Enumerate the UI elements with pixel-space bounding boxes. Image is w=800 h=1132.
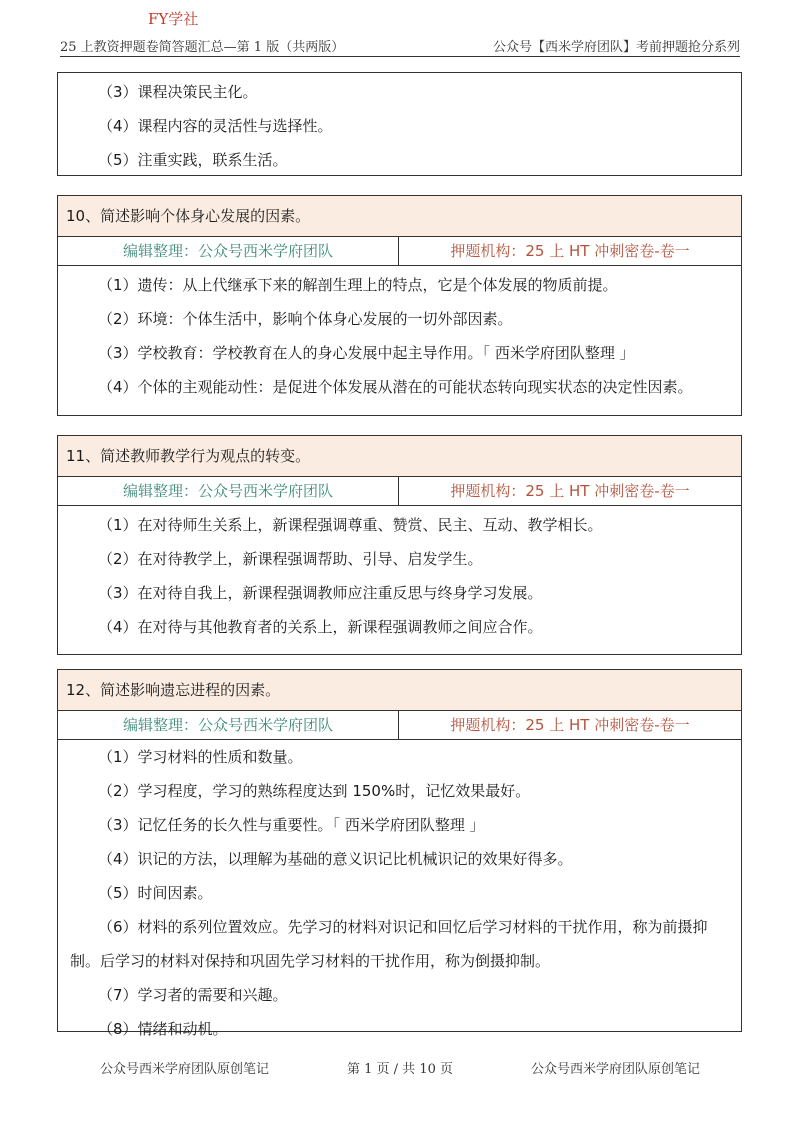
answer-item: （4）个体的主观能动性：是促进个体发展从潜在的可能状态转向现实状态的决定性因素。 [98,378,693,396]
question-10-box [57,195,742,416]
footer-right: 公众号西米学府团队原创笔记 [530,1062,700,1077]
footer-left: 公众号西米学府团队原创笔记 [100,1062,270,1077]
watermark: FY学社 [148,10,199,28]
answer-item: （2）环境：个体生活中，影响个体身心发展的一切外部因素。 [98,310,513,328]
answer-item: （8）情绪和动机。 [98,1020,228,1038]
continuation-box [57,72,742,176]
header-left-title: 25 上教资押题卷简答题汇总—第 1 版（共两版） [60,40,345,55]
page-number: 第 1 页 / 共 10 页 [347,1062,453,1077]
answer-item: （2）学习程度，学习的熟练程度达到 150%时，记忆效果最好。 [98,782,531,800]
list-item: （5）注重实践，联系生活。 [98,151,288,169]
answer-item: （7）学习者的需要和兴趣。 [98,986,288,1004]
question-title: 12、简述影响遗忘进程的因素。 [58,670,741,711]
agency-label: 押题机构：25 上 HT 冲刺密卷-卷一 [450,716,690,734]
agency-label: 押题机构：25 上 HT 冲刺密卷-卷一 [450,242,690,260]
question-title: 10、简述影响个体身心发展的因素。 [58,196,741,237]
question-meta [58,711,741,740]
answer-item: （1）学习材料的性质和数量。 [98,748,303,766]
answer-item: （5）时间因素。 [98,884,213,902]
question-title: 11、简述教师教学行为观点的转变。 [58,436,741,477]
question-meta [58,237,741,266]
list-item: （3）课程决策民主化。 [98,83,258,101]
list-item: （4）课程内容的灵活性与选择性。 [98,117,333,135]
page-footer [0,1058,800,1078]
header-right-title: 公众号【西米学府团队】考前押题抢分系列 [492,40,740,55]
page-header [60,34,740,57]
question-12-box [57,669,742,1038]
answer-item: （1）遗传：从上代继承下来的解剖生理上的特点，它是个体发展的物质前提。 [98,276,618,294]
answer-item: （3）学校教育：学校教育在人的身心发展中起主导作用。「 西米学府团队整理 」 [98,344,635,362]
editor-label: 编辑整理：公众号西米学府团队 [58,477,399,505]
answer-item: （6）材料的系列位置效应。先学习的材料对识记和回忆后学习材料的干扰作用，称为前摄抑制。后学习的材料对保持和巩固先学习材料的干扰作用，称为倒摄抑制。 [70,918,708,970]
question-11-box [57,435,742,655]
editor-label: 编辑整理：公众号西米学府团队 [58,237,399,265]
answer-item: （3）在对待自我上，新课程强调教师应注重反思与终身学习发展。 [98,584,543,602]
agency-label: 押题机构：25 上 HT 冲刺密卷-卷一 [450,482,690,500]
question-meta [58,477,741,506]
answer-item: （2）在对待教学上，新课程强调帮助、引导、启发学生。 [98,550,483,568]
answer-item: （4）识记的方法，以理解为基础的意义识记比机械识记的效果好得多。 [98,850,573,868]
answer-item: （1）在对待师生关系上，新课程强调尊重、赞赏、民主、互动、教学相长。 [98,516,603,534]
answer-item: （4）在对待与其他教育者的关系上，新课程强调教师之间应合作。 [98,618,543,636]
editor-label: 编辑整理：公众号西米学府团队 [58,711,399,739]
answer-item: （3）记忆任务的长久性与重要性。「 西米学府团队整理 」 [98,816,485,834]
